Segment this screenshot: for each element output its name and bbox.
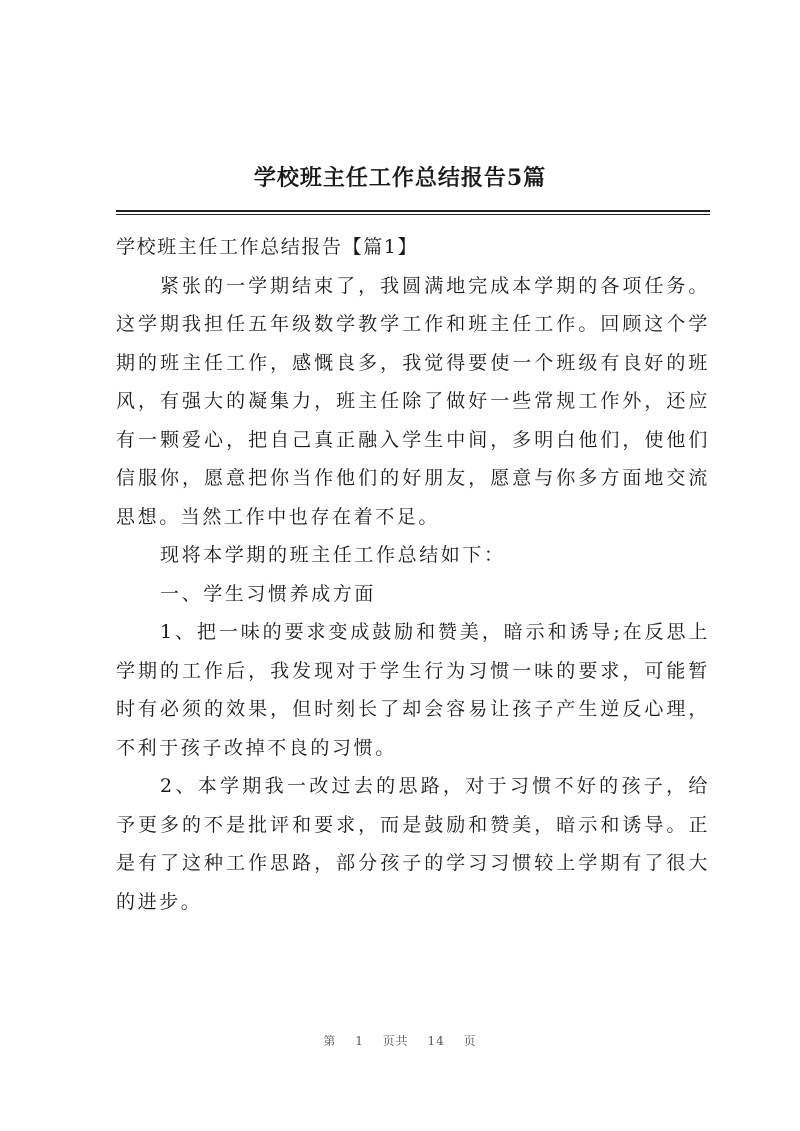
document-body — [116, 228, 710, 921]
footer-total-pages: 14 — [427, 1034, 445, 1048]
paragraph-intro: 紧张的一学期结束了，我圆满地完成本学期的各项任务。这学期我担任五年级数学教学工作和班主任工作。回顾这个学期的班主任工作，感慨良多，我觉得要使一个班级有良好的班风，有强大的凝集力，班主任除了做好一些常规工作外，还应有一颗爱心，把自己真正融入学生中间，多明白他们，使他们信服你，愿意把你当作他们的好朋友，愿意与你多方面地交流思想。当然工作中也存在着不足。 — [116, 274, 710, 528]
footer-current-page: 1 — [355, 1034, 364, 1048]
paragraph-heading-habits: 一、学生习惯养成方面 — [160, 582, 377, 605]
footer-label-page: 第 — [323, 1034, 337, 1048]
paragraph-point-1: 1、把一味的要求变成鼓励和赞美，暗示和诱导;在反思上学期的工作后，我发现对于学生行为习惯一味的要求，可能暂时有必须的效果，但时刻长了却会容易让孩子产生逆反心理，不利于孩子改掉不良的习惯。 — [116, 621, 710, 759]
section-title: 学校班主任工作总结报告【篇1】 — [116, 236, 419, 258]
paragraph-point-2: 2、本学期我一改过去的思路，对于习惯不好的孩子，给予更多的不是批评和要求，而是鼓励和赞美，暗示和诱导。正是有了这种工作思路，部分孩子的学习习惯较上学期有了很大的进步。 — [116, 775, 710, 913]
title-rule-thin — [116, 214, 710, 215]
footer-label-total: 页共 — [382, 1034, 409, 1048]
footer-label-end: 页 — [463, 1034, 477, 1048]
page-footer — [0, 1032, 800, 1049]
document-title: 学校班主任工作总结报告5篇 — [253, 165, 547, 191]
title-rule-thick — [116, 210, 710, 212]
paragraph-summary-lead: 现将本学期的班主任工作总结如下： — [160, 544, 506, 566]
